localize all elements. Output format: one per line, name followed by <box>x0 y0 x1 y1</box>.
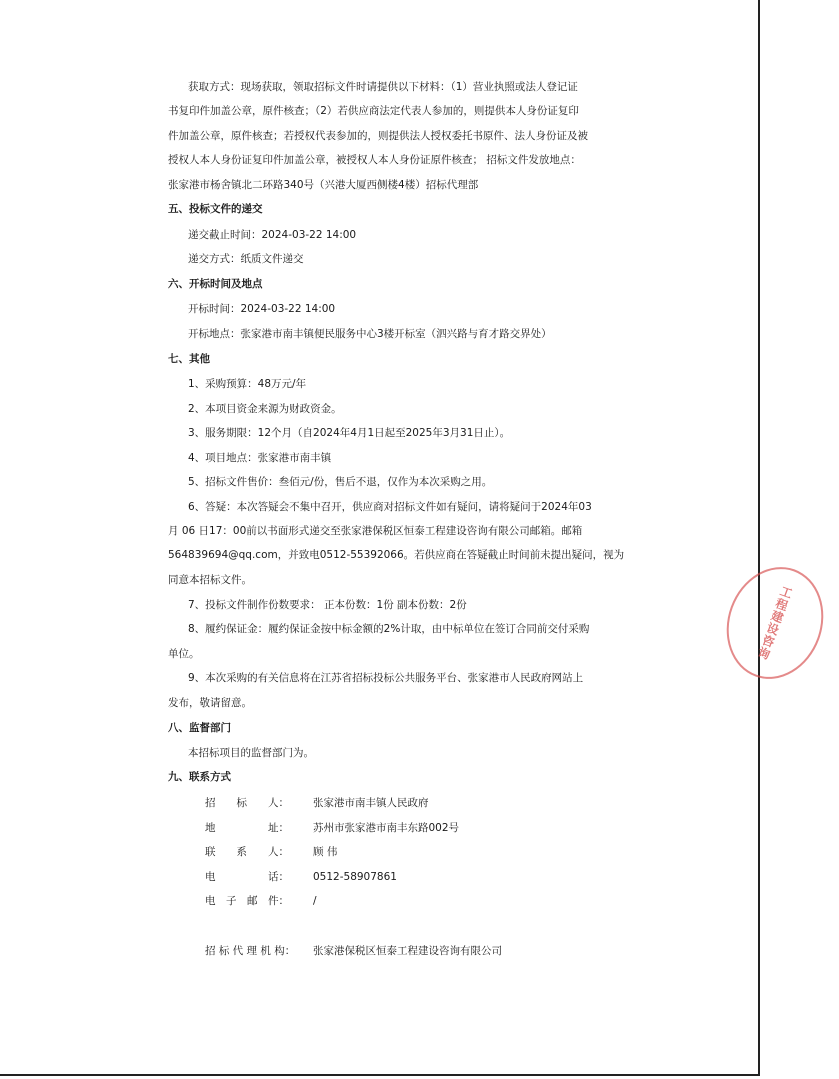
other-item-9-line-1: 9、本次采购的有关信息将在江苏省招标投标公共服务平台、张家港市人民政府网站上 <box>188 672 584 684</box>
contact-label-address: 地 址： <box>205 822 289 834</box>
other-item-6-line-4: 同意本招标文件。 <box>168 574 252 586</box>
other-item-8-line-1: 8、履约保证金：履约保证金按中标金额的2%计取，由中标单位在签订合同前交付采购 <box>188 623 590 635</box>
opening-time: 开标时间：2024-03-22 14:00 <box>188 303 336 315</box>
other-item-5: 5、招标文件售价：叁佰元/份，售后不退，仅作为本次采购之用。 <box>188 476 493 488</box>
contact-label-phone: 电 话： <box>205 871 289 883</box>
contact-value-person: 顾 伟 <box>313 846 338 858</box>
other-item-6-line-2: 月 06 日17：00前以书面形式递交至张家港保税区恒泰工程建设咨询有限公司邮箱。邮箱 <box>168 525 583 537</box>
acquire-method-line-4: 授权人本人身份证复印件加盖公章，被授权人本人身份证原件核查； 招标文件发放地点： <box>168 154 581 166</box>
submission-method: 递交方式：纸质文件递交 <box>188 253 304 265</box>
other-item-3: 3、服务期限：12个月（自2024年4月1日起至2025年3月31日止）。 <box>188 427 511 439</box>
section7-title: 七、其他 <box>168 353 210 365</box>
agency-value: 张家港保税区恒泰工程建设咨询有限公司 <box>313 945 502 957</box>
submission-deadline: 递交截止时间：2024-03-22 14:00 <box>188 229 357 241</box>
acquire-method-line-1: 获取方式：现场获取，领取招标文件时请提供以下材料：（1）营业执照或法人登记证 <box>188 81 578 93</box>
other-item-7: 7、投标文件制作份数要求： 正本份数：1份 副本份数：2份 <box>188 599 467 611</box>
section9-title: 九、联系方式 <box>168 771 231 783</box>
acquire-method-line-2: 书复印件加盖公章，原件核查；（2）若供应商法定代表人参加的，则提供本人身份证复印 <box>168 105 579 117</box>
acquire-method-line-3: 件加盖公章，原件核查；若授权代表参加的，则提供法人授权委托书原件、法人身份证及被 <box>168 130 588 142</box>
contact-label-tenderer: 招 标 人： <box>205 797 289 809</box>
contact-value-phone: 0512-58907861 <box>313 871 397 883</box>
other-item-6-line-3: 564839694@qq.com，并致电0512-55392066。若供应商在答疑截止时间前未提出疑问，视为 <box>168 549 625 561</box>
section6-title: 六、开标时间及地点 <box>168 278 263 290</box>
opening-place: 开标地点：张家港市南丰镇便民服务中心3楼开标室（泗兴路与育才路交界处） <box>188 328 552 340</box>
other-item-2: 2、本项目资金来源为财政资金。 <box>188 403 342 415</box>
company-seal-stamp: 工程建设咨询 <box>711 553 838 692</box>
other-item-8-line-2: 单位。 <box>168 648 200 660</box>
contact-value-tenderer: 张家港市南丰镇人民政府 <box>313 797 429 809</box>
contact-value-email: / <box>313 895 317 907</box>
other-item-1: 1、采购预算：48万元/年 <box>188 378 307 390</box>
section5-title: 五、投标文件的递交 <box>168 203 263 215</box>
acquire-method-line-5: 张家港市杨舍镇北二环路340号（兴港大厦西侧楼4楼）招标代理部 <box>168 179 479 191</box>
contact-label-email: 电 子 邮 件： <box>205 895 289 907</box>
agency-label: 招 标 代 理 机 构： <box>205 945 296 957</box>
other-item-4: 4、项目地点：张家港市南丰镇 <box>188 452 332 464</box>
section8-title: 八、监督部门 <box>168 722 231 734</box>
contact-value-address: 苏州市张家港市南丰东路002号 <box>313 822 460 834</box>
contact-label-person: 联 系 人： <box>205 846 289 858</box>
supervision-text: 本招标项目的监督部门为。 <box>188 747 314 759</box>
other-item-9-line-2: 发布，敬请留意。 <box>168 697 252 709</box>
other-item-6-line-1: 6、答疑：本次答疑会不集中召开，供应商对招标文件如有疑问，请将疑问于2024年03 <box>188 501 592 513</box>
